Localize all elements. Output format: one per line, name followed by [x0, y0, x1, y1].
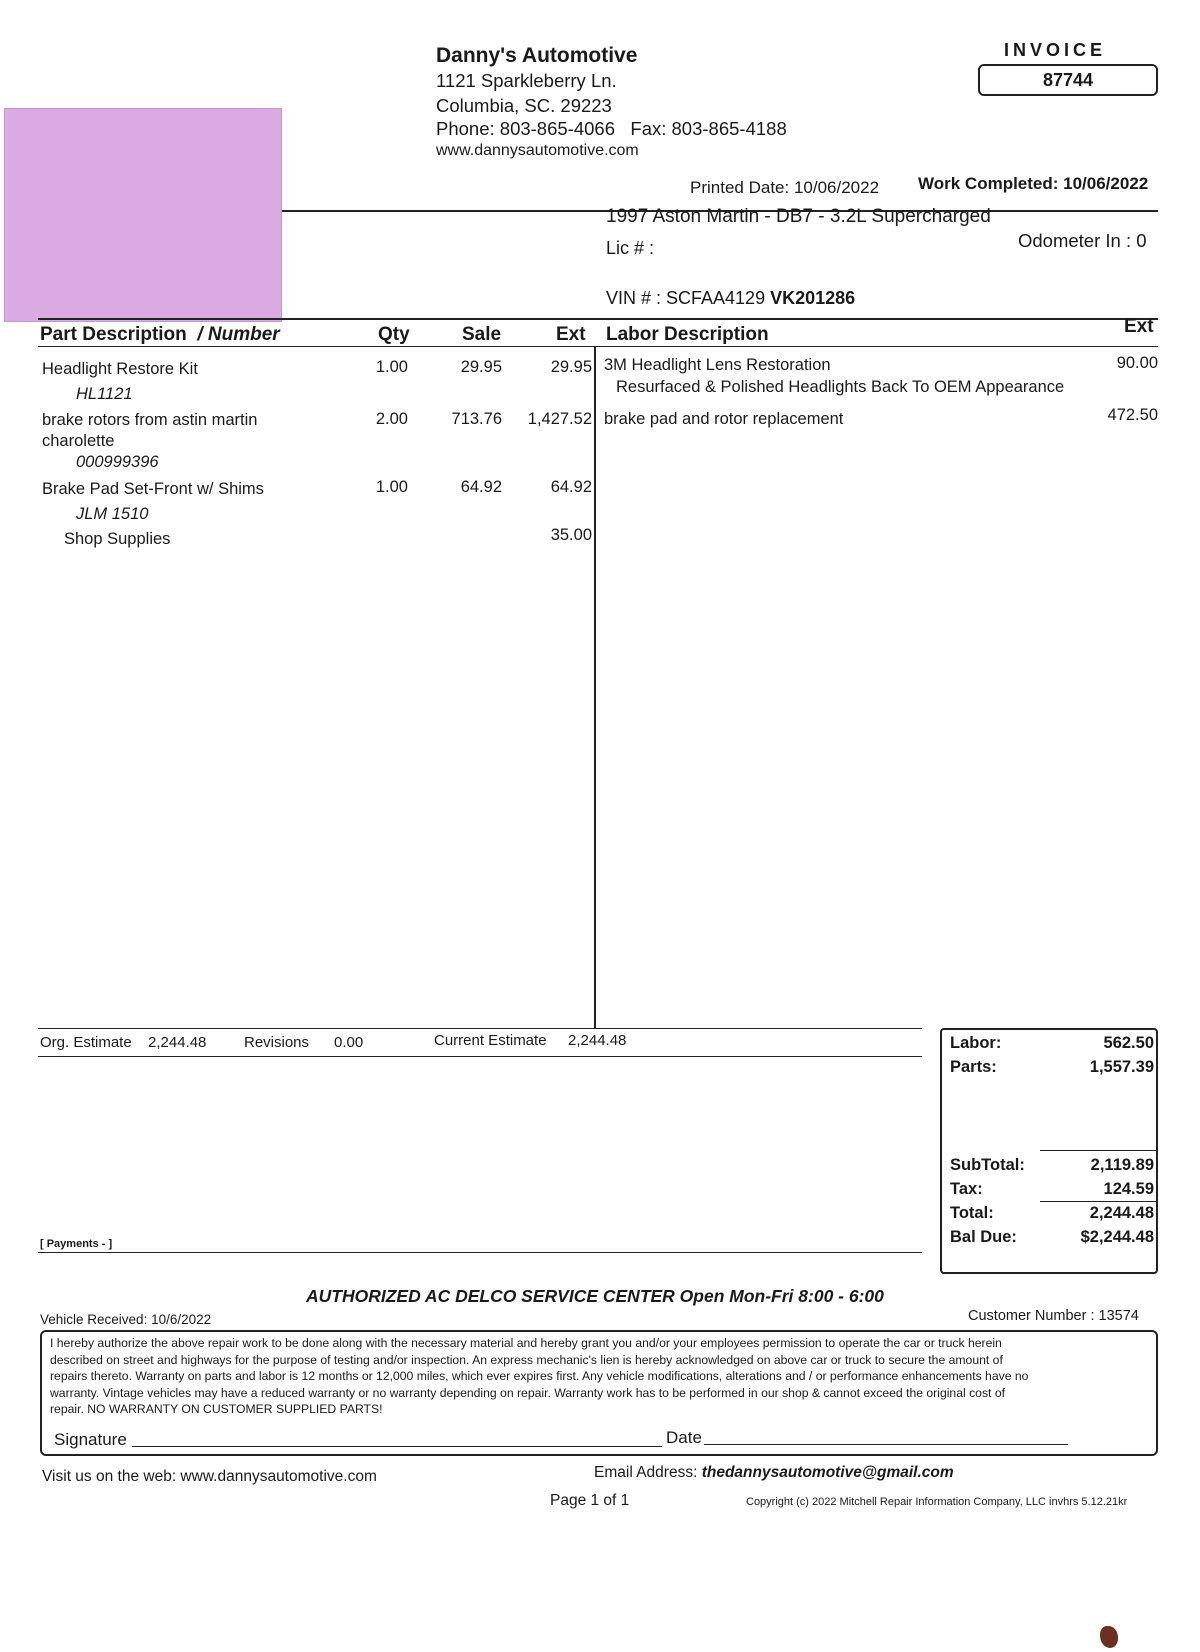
- part-number: HL1121: [76, 385, 133, 403]
- authorization-terms: [50, 1335, 1150, 1418]
- terms-line: repairs thereto. Warranty on parts and labor is 12 months or 12,000 miles, which ever expires first. Any vehicle modifications, alterations and / or performance enhancements have no: [50, 1369, 1029, 1383]
- subtotal-value: 2,119.89: [1090, 1156, 1154, 1174]
- part-qty: 1.00: [375, 478, 408, 496]
- labor-description: 3M Headlight Lens Restoration: [604, 356, 831, 374]
- odometer-in: Odometer In : 0: [1018, 230, 1147, 251]
- parts-header-description: [40, 324, 280, 346]
- customer-number: Customer Number : 13574: [968, 1308, 1139, 1324]
- terms-line: repair. NO WARRANTY ON CUSTOMER SUPPLIED PARTS!: [50, 1402, 383, 1416]
- subtotal-rule: [1040, 1150, 1156, 1151]
- license-number: Lic # :: [606, 238, 655, 258]
- parts-header-qty: Qty: [378, 324, 410, 345]
- total-value: 2,244.48: [1089, 1204, 1154, 1222]
- header-underline: [38, 346, 1158, 347]
- part-ext: 29.95: [550, 358, 592, 376]
- total-rule: [1040, 1201, 1156, 1202]
- part-sale: 64.92: [460, 478, 502, 496]
- estimate-top-divider: [38, 1028, 922, 1029]
- parts-header-number-text: / Number: [197, 324, 280, 345]
- copyright-notice: Copyright (c) 2022 Mitchell Repair Information Company, LLC invhrs 5.12.21kr: [746, 1496, 1128, 1508]
- parts-header-ext: Ext: [556, 324, 586, 345]
- vehicle-received: Vehicle Received: 10/6/2022: [40, 1312, 212, 1327]
- vehicle-description: 1997 Aston Martin - DB7 - 3.2L Supercharged: [606, 206, 991, 227]
- part-description: Brake Pad Set-Front w/ Shims: [42, 480, 264, 498]
- vin-prefix: VIN # : SCFAA4129: [606, 288, 771, 308]
- footer-website: Visit us on the web: www.dannysautomotive.com: [42, 1468, 377, 1485]
- labor-note: Resurfaced & Polished Headlights Back To OEM Appearance: [616, 378, 1065, 396]
- labor-ext: 472.50: [1107, 406, 1158, 424]
- invoice-heading: INVOICE: [1004, 40, 1107, 60]
- tax-value: 124.59: [1103, 1180, 1154, 1198]
- part-number: 000999396: [76, 453, 159, 471]
- email-address: thedannysautomotive@gmail.com: [701, 1464, 954, 1481]
- payments-label: [ Payments - ]: [40, 1238, 113, 1250]
- part-qty: 1.00: [375, 358, 408, 376]
- terms-line: I hereby authorize the above repair work to be done along with the necessary material and hereby grant you and/or your employees permission to operate the car or truck herein: [50, 1336, 1002, 1350]
- revisions-value: 0.00: [334, 1034, 364, 1051]
- subtotal-label: SubTotal:: [950, 1156, 1025, 1174]
- revisions-label: Revisions: [244, 1034, 310, 1051]
- column-divider: [594, 346, 596, 1028]
- vin-suffix: VK201286: [770, 288, 856, 308]
- part-ext: 64.92: [550, 478, 592, 496]
- part-qty: 2.00: [375, 410, 408, 428]
- footer-email: [594, 1464, 954, 1482]
- paper-stain: [1100, 1626, 1118, 1648]
- current-estimate-label: Current Estimate: [434, 1032, 547, 1049]
- balance-due-label: Bal Due:: [950, 1228, 1017, 1246]
- labor-header-description: Labor Description: [606, 324, 769, 345]
- org-estimate-label: Org. Estimate: [40, 1034, 132, 1051]
- labor-description: brake pad and rotor replacement: [604, 410, 844, 428]
- payments-divider: [38, 1252, 922, 1253]
- parts-header-sale: Sale: [462, 324, 502, 345]
- vin: [606, 288, 855, 309]
- authorized-service-banner: AUTHORIZED AC DELCO SERVICE CENTER Open Mon-Fri 8:00 - 6:00: [306, 1286, 884, 1306]
- part-sale: 29.95: [460, 358, 502, 376]
- redacted-customer-block: [4, 108, 282, 322]
- shop-address-line2: Columbia, SC. 29223: [436, 95, 612, 116]
- labor-total-label: Labor:: [950, 1034, 1002, 1052]
- table-top-divider: [38, 318, 1158, 320]
- parts-header-desc-text: Part Description: [40, 324, 187, 345]
- part-description: Headlight Restore Kit: [42, 360, 198, 378]
- labor-header-ext: Ext: [1124, 316, 1154, 337]
- part-sale: 713.76: [451, 410, 502, 428]
- part-description: brake rotors from astin martin: [42, 411, 258, 429]
- labor-total-value: 562.50: [1103, 1034, 1154, 1052]
- date-line[interactable]: [704, 1444, 1068, 1445]
- total-label: Total:: [950, 1204, 994, 1222]
- balance-due-value: $2,244.48: [1080, 1228, 1154, 1246]
- shop-name: Danny's Automotive: [436, 44, 638, 67]
- part-description: Shop Supplies: [64, 530, 171, 548]
- part-ext: 1,427.52: [527, 410, 592, 428]
- shop-website: www.dannysautomotive.com: [436, 142, 639, 159]
- printed-date: Printed Date: 10/06/2022: [690, 178, 880, 197]
- tax-label: Tax:: [950, 1180, 983, 1198]
- parts-total-value: 1,557.39: [1089, 1058, 1154, 1076]
- shop-address-line1: 1121 Sparkleberry Ln.: [436, 70, 617, 91]
- shop-phone-fax: Phone: 803-865-4066 Fax: 803-865-4188: [436, 118, 787, 139]
- page-number: Page 1 of 1: [550, 1492, 630, 1509]
- invoice-number: 87744: [978, 64, 1158, 96]
- terms-line: described on street and highways for the purpose of testing and/or inspection. An express mechanic's lien is hereby acknowledged on above car or truck to secure the amount of: [50, 1352, 1003, 1367]
- labor-ext: 90.00: [1116, 354, 1158, 372]
- parts-total-label: Parts:: [950, 1058, 997, 1076]
- signature-line[interactable]: [132, 1446, 662, 1447]
- current-estimate-value: 2,244.48: [568, 1032, 627, 1049]
- part-description-cont: charolette: [42, 432, 115, 450]
- org-estimate-value: 2,244.48: [148, 1034, 207, 1051]
- part-number: JLM 1510: [76, 505, 149, 523]
- email-label: Email Address:: [594, 1464, 702, 1481]
- signature-label: Signature: [54, 1430, 127, 1449]
- date-label: Date: [666, 1428, 702, 1447]
- work-completed-date: Work Completed: 10/06/2022: [918, 174, 1149, 193]
- estimate-bottom-divider: [38, 1056, 922, 1057]
- part-ext: 35.00: [550, 526, 592, 544]
- terms-line: warranty. Vintage vehicles may have a reduced warranty or no warranty depending on repair. Warranty work has to be performed in our shop & cannot exceed the original cost of: [50, 1385, 1005, 1400]
